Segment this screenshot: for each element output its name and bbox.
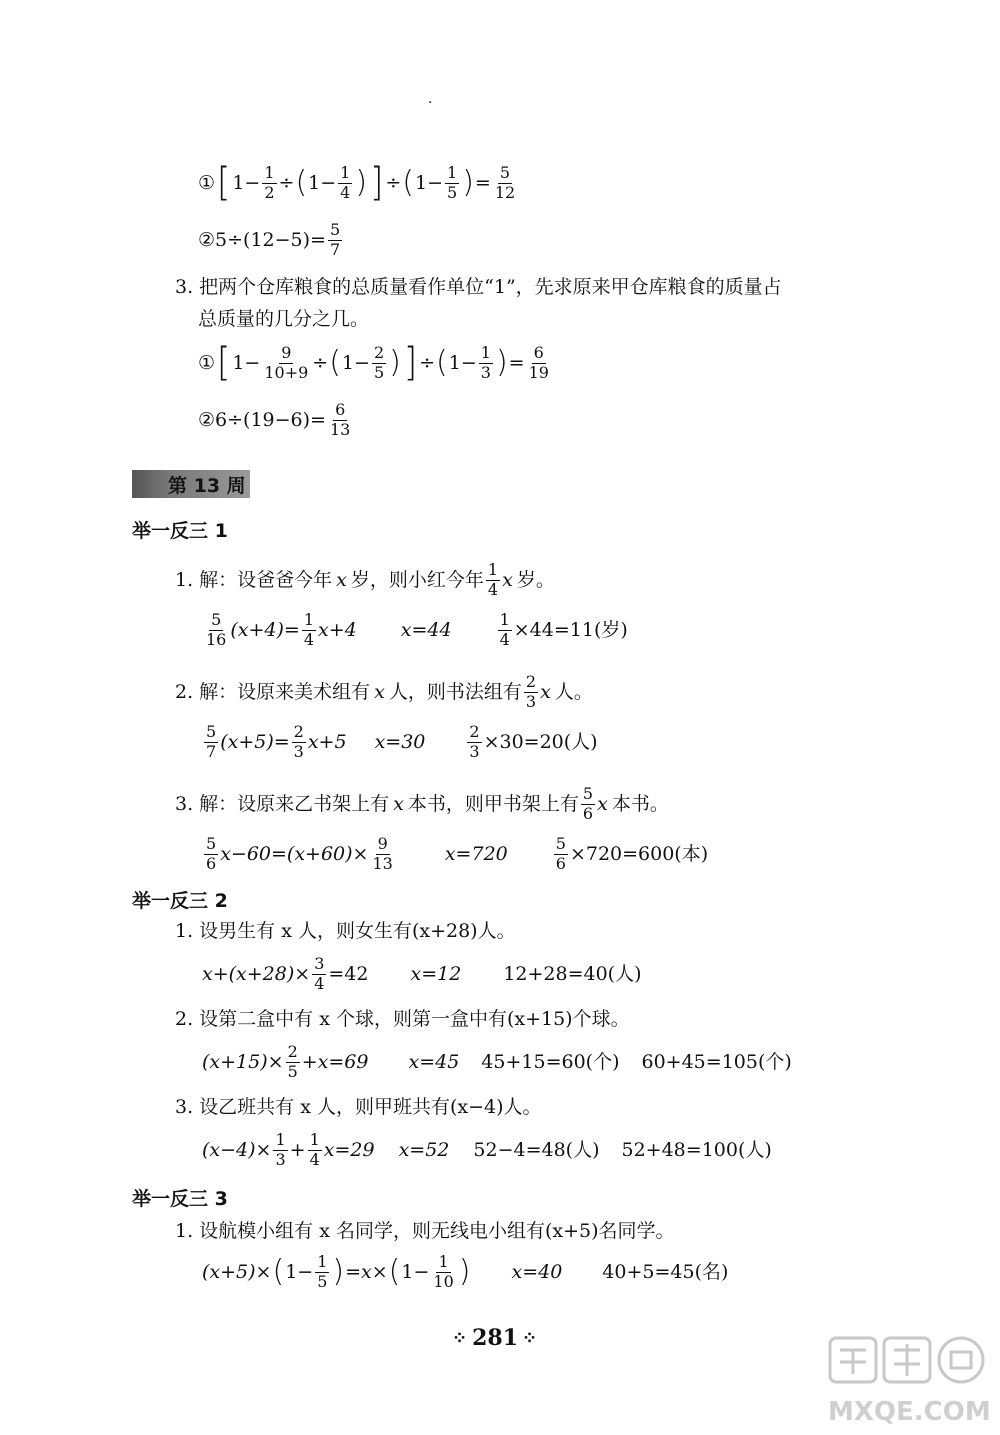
fraction: $\frac{3}{4}$	[314, 954, 325, 993]
decorative-dots-left: ⁘	[452, 1327, 469, 1349]
fraction: $\frac{1}{5}$	[447, 163, 458, 202]
left-paren: (	[436, 345, 448, 381]
term-text: 1−	[232, 351, 261, 374]
fraction: $\frac{2}{5}$	[373, 343, 385, 382]
left-paren: (	[272, 1254, 285, 1290]
section-3-title: 举一反三 3	[132, 1188, 228, 1210]
prev-equation-2	[198, 222, 344, 259]
fraction: $\frac{1}{10}$	[433, 1252, 454, 1291]
fraction: $\frac{5}{6}$	[582, 784, 594, 823]
result-fraction: $\frac{5}{12}$	[494, 163, 516, 202]
problem-3-line-1: 3. 把两个仓库粮食的总质量看作单位“1”，先求原来甲仓库粮食的质量占	[175, 276, 782, 298]
fraction: $\frac{1}{3}$	[480, 343, 491, 382]
answer: 60+45=105(个)	[641, 1050, 792, 1073]
equation-text: ②6÷(19−6)=	[198, 408, 326, 431]
circled-number: ①	[198, 171, 216, 194]
fraction: $\frac{5}{6}$	[555, 834, 566, 873]
s1-p3-equation: $\frac{5}{6}$ x−60=(x+60)× $\frac{9}{13}$ x=720 $\frac{5}{6}$ ×720=600(本)	[206, 834, 709, 873]
term-text: 1−	[308, 171, 337, 194]
problem-3-equation-2	[198, 402, 354, 439]
fraction: $\frac{5}{7}$	[206, 722, 217, 761]
solution: x=44	[400, 618, 452, 641]
operator: ÷	[312, 351, 329, 374]
s1-p2-equation: $\frac{5}{7}$ (x+5)= $\frac{2}{3}$ x+5 x=30 $\frac{2}{3}$ ×30=20(人)	[206, 722, 598, 761]
solution: x=12	[410, 962, 462, 985]
solution: x=52	[398, 1138, 450, 1161]
s2-p1-statement: 1. 设男生有 x 人，则女生有(x+28)人。	[175, 920, 516, 942]
fraction: $\frac{1}{5}$	[317, 1252, 328, 1291]
week-title-badge	[132, 470, 250, 498]
operator: ÷	[278, 171, 295, 194]
s3-p1-statement: 1. 设航模小组有 x 名同学，则无线电小组有(x+5)名同学。	[175, 1220, 675, 1242]
s2-p1-equation: x+(x+28)× $\frac{3}{4}$ =42 x=12 12+28=40(人)	[202, 954, 642, 993]
right-bracket: ]	[403, 340, 418, 387]
s1-p1-equation: $\frac{5}{16}$ (x+4)= $\frac{1}{4}$ x+4 x=44 $\frac{1}{4}$ ×44=11(岁)	[206, 610, 628, 649]
term-text: 1−	[448, 351, 477, 374]
fraction: $\frac{9}{13}$	[372, 834, 393, 873]
fraction: $\frac{9}{10+9}$	[264, 343, 309, 382]
page-number: ⁘ 281 ⁘	[452, 1325, 539, 1351]
right-paren: )	[495, 345, 508, 381]
fraction: $\frac{1}{3}$	[275, 1130, 286, 1169]
left-bracket: [	[217, 160, 231, 207]
solution: x=45	[408, 1050, 460, 1073]
fraction: $\frac{1}{4}$	[303, 610, 315, 649]
left-bracket: [	[217, 340, 231, 387]
s2-p2-equation: (x+15)× $\frac{2}{5}$ +x=69 x=45 45+15=60(个) 60+45=105(个)	[202, 1042, 792, 1081]
s1-p2-statement: 2. 解：设原来美术组有 x 人，则书法组有 $\frac{2}{3}$ x 人。	[175, 672, 593, 711]
answer: 12+28=40(人)	[503, 962, 642, 985]
fraction: $\frac{1}{4}$	[487, 560, 499, 599]
solution: x=720	[444, 842, 508, 865]
result-fraction: $\frac{6}{19}$	[528, 343, 549, 382]
answer: 40+5=45(名)	[602, 1260, 729, 1283]
stray-dot: .	[428, 91, 433, 107]
operator: ÷	[419, 351, 436, 374]
fraction: $\frac{1}{4}$	[340, 163, 351, 202]
operator: ÷	[385, 171, 402, 194]
s3-p1-equation: (x+5)× ( 1− $\frac{1}{5}$ ) =x× ( 1− $\frac{1}{10}$ ) x=40 40+5=45(名)	[202, 1252, 729, 1291]
solution: x=40	[511, 1260, 563, 1283]
right-paren: )	[332, 1254, 345, 1290]
right-paren: )	[355, 165, 368, 201]
right-paren: )	[458, 1254, 471, 1290]
prev-equation-1	[198, 160, 519, 207]
fraction: $\frac{1}{4}$	[309, 1130, 320, 1169]
problem-3-equation-1	[198, 340, 553, 387]
fraction: $\frac{2}{3}$	[293, 722, 304, 761]
fraction: $\frac{1}{4}$	[499, 610, 510, 649]
right-paren: )	[389, 345, 401, 381]
solution: x=30	[374, 730, 426, 753]
problem-3-line-2: 总质量的几分之几。	[198, 308, 370, 330]
fraction: $\frac{5}{6}$	[206, 834, 217, 873]
s2-p2-statement: 2. 设第二盒中有 x 个球，则第一盒中有(x+15)个球。	[175, 1008, 630, 1030]
answer: 52−4=48(人)	[473, 1138, 600, 1161]
left-paren: (	[295, 165, 308, 201]
s1-p1-statement: 1. 解：设爸爸今年 x 岁，则小红今年 $\frac{1}{4}$ x 岁。	[175, 560, 555, 599]
operator: =	[474, 171, 491, 194]
watermark-logo	[820, 1330, 995, 1430]
left-paren: (	[402, 165, 414, 201]
fraction: $\frac{2}{3}$	[469, 722, 480, 761]
week-title: 第 13 周	[168, 474, 246, 497]
right-bracket: ]	[370, 160, 384, 207]
result-fraction: $\frac{6}{13}$	[329, 400, 351, 439]
s2-p3-equation: (x−4)× $\frac{1}{3}$ + $\frac{1}{4}$ x=29 x=52 52−4=48(人) 52+48=100(人)	[202, 1130, 772, 1169]
fraction: $\frac{5}{16}$	[206, 610, 227, 649]
decorative-dots-right: ⁘	[522, 1327, 539, 1349]
s1-p3-statement: 3. 解：设原来乙书架上有 x 本书，则甲书架上有 $\frac{5}{6}$ x 本书。	[175, 784, 669, 823]
svg-text:MXQE.COM: MXQE.COM	[828, 1397, 991, 1427]
term-text: 1−	[341, 351, 370, 374]
term-text: 1−	[232, 171, 261, 194]
answer: ×44=11(岁)	[513, 618, 628, 641]
s2-p3-statement: 3. 设乙班共有 x 人，则甲班共有(x−4)人。	[175, 1096, 542, 1118]
answer: ×720=600(本)	[569, 842, 709, 865]
fraction: $\frac{1}{2}$	[264, 163, 275, 202]
fraction: $\frac{2}{3}$	[525, 672, 537, 711]
section-2-title: 举一反三 2	[132, 890, 228, 912]
result-fraction: $\frac{5}{7}$	[329, 220, 341, 259]
operator: =	[508, 351, 525, 374]
circled-number: ①	[198, 351, 216, 374]
answer: ×30=20(人)	[483, 730, 598, 753]
left-paren: (	[388, 1254, 401, 1290]
answer: 52+48=100(人)	[621, 1138, 772, 1161]
right-paren: )	[462, 165, 474, 201]
section-1-title: 举一反三 1	[132, 520, 228, 542]
fraction: $\frac{2}{5}$	[287, 1042, 298, 1081]
term-text: 1−	[414, 171, 443, 194]
equation-text: ②5÷(12−5)=	[198, 228, 326, 251]
answer: 45+15=60(个)	[481, 1050, 620, 1073]
left-paren: (	[329, 345, 341, 381]
